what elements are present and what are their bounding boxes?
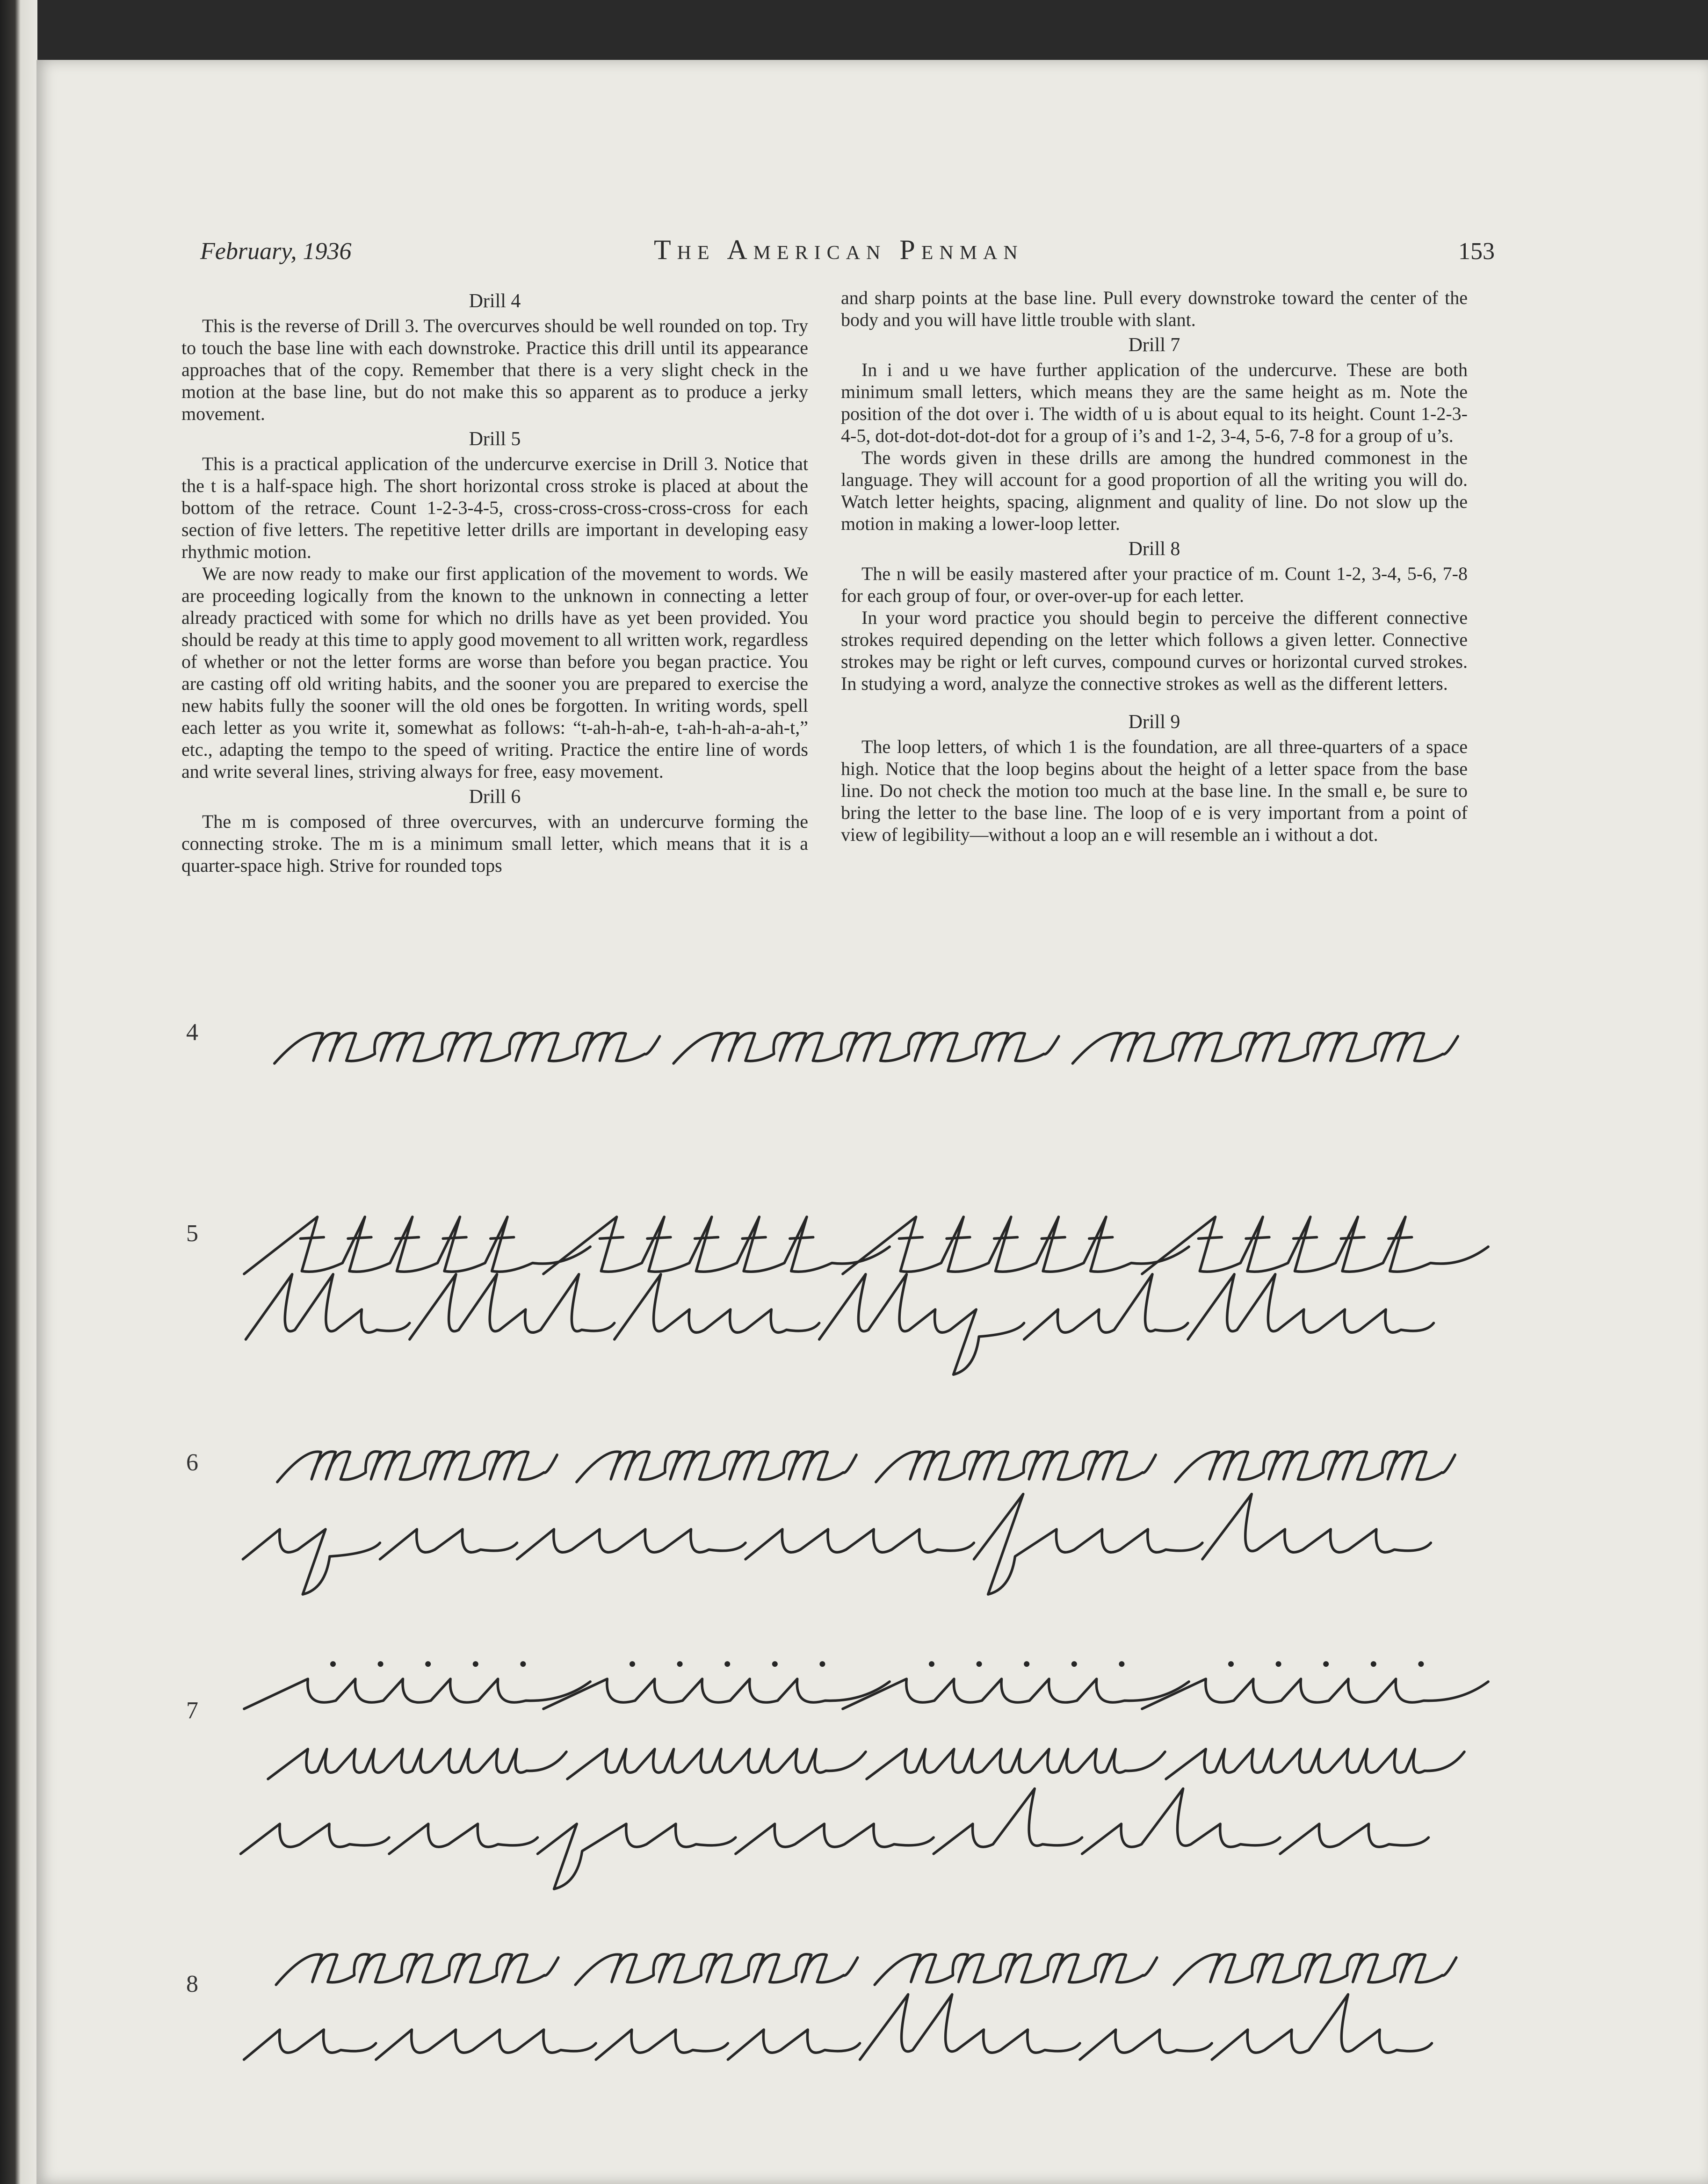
- copy-letter-group-i: [244, 1679, 590, 1709]
- t-cross-stroke: [443, 1237, 466, 1239]
- i-dot: [1276, 1661, 1281, 1667]
- penmanship-copy-lines: [36, 60, 1708, 2184]
- t-cross-stroke: [947, 1237, 970, 1239]
- copy-letter-group-u: [268, 1749, 566, 1779]
- copy-word: [380, 1529, 517, 1559]
- copy-letter-group-t: [543, 1217, 890, 1274]
- body-paragraph: and sharp points at the base line. Pull every downstroke toward the center of the body and you will have little trouble with slant.: [841, 287, 1468, 330]
- copy-letter-group-u: [867, 1749, 1165, 1779]
- copy-letter-group-u: [567, 1749, 866, 1779]
- copy-word: [410, 1274, 615, 1339]
- body-paragraph: The n will be easily mastered after your practice of m. Count 1-2, 3-4, 5-6, 7-8 for each group of four, or over-over-up for each letter.: [841, 563, 1468, 606]
- i-dot: [378, 1661, 384, 1667]
- copy-letter-group-n: [276, 1954, 558, 1985]
- t-cross-stroke: [396, 1237, 419, 1239]
- i-dot: [724, 1661, 730, 1667]
- copy-word: [1212, 1995, 1432, 2060]
- copy-word: [1024, 1274, 1188, 1339]
- copy-word: [1280, 1824, 1429, 1854]
- drill-number-6: 6: [186, 1449, 198, 1476]
- body-paragraph: This is a practical application of the undercurve exercise in Drill 3. Notice that the t is a half-space high. The short horizontal cross stroke is placed at about the bottom of the retrace. Count 1-2-3-4-5, cross-cross-cross-cross-cross for each section of five letters. The repetitive letter drills are important in developing easy rhythmic motion.: [181, 453, 808, 562]
- t-cross-stroke: [1089, 1237, 1113, 1239]
- copy-letter-group-m: [673, 1033, 1059, 1063]
- i-dot: [1418, 1661, 1424, 1667]
- copy-letter-group-t: [843, 1217, 1189, 1274]
- copy-word: [615, 1274, 819, 1339]
- copy-word: [1080, 2030, 1212, 2060]
- i-dot: [1024, 1661, 1029, 1667]
- drill-number-4: 4: [186, 1019, 198, 1046]
- scan-binding-edge: [0, 0, 37, 2184]
- body-paragraph: In your word practice you should begin to perceive the different connective strokes required depending on the letter which follows a given letter. Connective strokes may be right or left curves, compound curves or horizontal curved strokes. In studying a word, analyze the connective strokes as well as the different letters.: [841, 607, 1468, 694]
- t-cross-stroke: [790, 1237, 813, 1239]
- i-dot: [520, 1661, 526, 1667]
- copy-word: [244, 2030, 376, 2060]
- body-paragraph: The words given in these drills are among the hundred commonest in the language. They will account for a good proportion of all the writing you will do. Watch letter heights, spacing, alignment and quality of line. Do not slow up the motion in making a lower-loop letter.: [841, 447, 1468, 534]
- drill-heading: Drill 9: [1128, 711, 1180, 733]
- t-cross-stroke: [647, 1237, 671, 1239]
- copy-word: [243, 1529, 380, 1594]
- drill-heading: Drill 4: [469, 290, 521, 312]
- i-dot: [772, 1661, 778, 1667]
- i-dot: [1371, 1661, 1376, 1667]
- t-cross-stroke: [1042, 1237, 1065, 1239]
- copy-word: [745, 1529, 974, 1559]
- page-sheet: [36, 60, 1708, 2184]
- copy-word: [934, 1789, 1082, 1854]
- drill-heading: Drill 7: [1128, 334, 1180, 356]
- copy-letter-group-n: [1174, 1954, 1456, 1985]
- copy-letter-group-i: [843, 1679, 1189, 1709]
- copy-letter-group-u: [1166, 1749, 1464, 1779]
- copy-letter-group-n: [875, 1954, 1157, 1985]
- drill-heading: Drill 5: [469, 428, 521, 450]
- copy-word: [376, 2030, 596, 2060]
- t-cross-stroke: [348, 1237, 371, 1239]
- i-dot: [1228, 1661, 1234, 1667]
- t-cross-stroke: [1294, 1237, 1317, 1239]
- drill-number-5: 5: [186, 1220, 198, 1247]
- header-page-number: 153: [1458, 238, 1495, 265]
- i-dot: [630, 1661, 635, 1667]
- copy-letter-group-m: [1175, 1452, 1455, 1482]
- body-paragraph: The loop letters, of which 1 is the foundation, are all three-quarters of a space high. Notice that the loop begins about the height of a letter space from the base line. Do not check the motion too much at the base line. In the small e, be sure to bring the letter to the base line. The loop of e is very important from a point of view of legibility—without a loop an e will resemble an i without a dot.: [841, 736, 1468, 845]
- t-cross-stroke: [1389, 1237, 1412, 1239]
- t-cross-stroke: [491, 1237, 514, 1239]
- copy-letter-group-m: [277, 1452, 557, 1482]
- i-dot: [677, 1661, 683, 1667]
- i-dot: [1071, 1661, 1077, 1667]
- t-cross-stroke: [1341, 1237, 1364, 1239]
- copy-word: [389, 1824, 538, 1854]
- i-dot: [425, 1661, 431, 1667]
- copy-letter-group-m: [275, 1033, 660, 1063]
- i-dot: [1323, 1661, 1329, 1667]
- copy-letter-group-i: [1142, 1679, 1488, 1709]
- copy-letter-group-i: [543, 1679, 890, 1709]
- body-paragraph: In i and u we have further application of the undercurve. These are both minimum small letters, which means they are the same height as m. Note the position of the dot over i. The width of u is about equal to its height. Count 1-2-3-4-5, dot-dot-dot-dot-dot for a group of i’s and 1-2, 3-4, 5-6, 7-8 for a group of u’s.: [841, 359, 1468, 446]
- i-dot: [1119, 1661, 1124, 1667]
- copy-word: [538, 1824, 736, 1889]
- drill-number-7: 7: [186, 1697, 198, 1724]
- i-dot: [330, 1661, 336, 1667]
- copy-word: [517, 1529, 745, 1559]
- i-dot: [473, 1661, 478, 1667]
- drill-heading: Drill 6: [469, 786, 521, 808]
- t-cross-stroke: [899, 1237, 922, 1239]
- t-cross-stroke: [1198, 1237, 1222, 1239]
- copy-word: [1188, 1274, 1434, 1339]
- copy-letter-group-m: [1072, 1033, 1458, 1063]
- header-date: February, 1936: [200, 238, 352, 265]
- copy-word: [819, 1274, 1024, 1375]
- body-paragraph: We are now ready to make our first application of the movement to words. We are proceeding logically from the known to the unknown in connecting a letter already practiced with some for which no drills have as yet been provided. You should be ready at this time to apply good movement to all written work, regardless of whether or not the letter forms are worse than before you began practice. You are casting off old writing habits, and the sooner you are prepared to exercise the new habits fully the sooner will the old ones be forgotten. In writing words, spell each letter as you write it, somewhat as follows: “t-ah-h-ah-e, t-ah-h-ah-a-ah-t,” etc., adapting the tempo to the speed of writing. Practice the entire line of words and write several lines, striving always for free, easy movement.: [181, 563, 808, 782]
- copy-letter-group-m: [577, 1452, 856, 1482]
- drill-number-8: 8: [186, 1971, 198, 1997]
- copy-letter-group-t: [244, 1217, 590, 1274]
- t-cross-stroke: [300, 1237, 324, 1239]
- copy-word: [246, 1274, 409, 1339]
- copy-letter-group-n: [575, 1954, 858, 1985]
- i-dot: [977, 1661, 982, 1667]
- copy-word: [241, 1824, 390, 1854]
- body-paragraph: This is the reverse of Drill 3. The overcurves should be well rounded on top. Try to touch the base line with each downstroke. Practice this drill until its appearance approaches that of the copy. Remember that there is a very slight check in the motion at the base line, but do not make this so apparent as to produce a jerky movement.: [181, 315, 808, 424]
- t-cross-stroke: [994, 1237, 1018, 1239]
- body-paragraph: The m is composed of three overcurves, with an undercurve forming the connecting stroke. The m is a minimum small letter, which means that it is a quarter-space high. Strive for rounded tops: [181, 811, 808, 876]
- t-cross-stroke: [742, 1237, 766, 1239]
- copy-word: [860, 1995, 1080, 2060]
- copy-word: [974, 1494, 1202, 1595]
- t-cross-stroke: [695, 1237, 718, 1239]
- header-title: The American Penman: [654, 234, 1024, 265]
- drill-heading: Drill 8: [1128, 538, 1180, 560]
- copy-word: [736, 1824, 934, 1854]
- copy-word: [728, 2030, 860, 2060]
- i-dot: [929, 1661, 934, 1667]
- copy-word: [596, 2030, 728, 2060]
- copy-word: [1202, 1494, 1431, 1559]
- i-dot: [819, 1661, 825, 1667]
- copy-letter-group-m: [876, 1452, 1156, 1482]
- copy-word: [1082, 1789, 1280, 1854]
- copy-letter-group-t: [1142, 1217, 1488, 1274]
- t-cross-stroke: [600, 1237, 623, 1239]
- t-cross-stroke: [1246, 1237, 1269, 1239]
